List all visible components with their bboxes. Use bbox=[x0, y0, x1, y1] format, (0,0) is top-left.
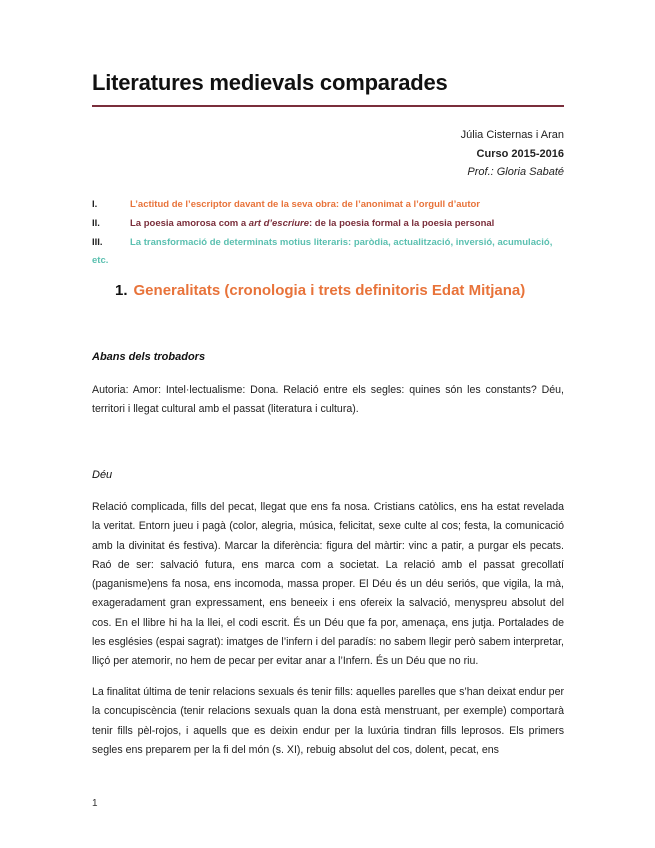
section-heading-text: Generalitats (cronologia i trets definitoris Edat Mitjana) bbox=[133, 282, 526, 299]
toc-item-3-continuation: etc. bbox=[92, 255, 109, 266]
toc-item-2 bbox=[92, 218, 494, 229]
section-heading bbox=[115, 282, 525, 299]
section-heading-number: 1. bbox=[115, 282, 128, 299]
subsection-title-deu: Déu bbox=[92, 469, 113, 481]
toc-item-number: II. bbox=[92, 218, 100, 229]
toc-item-text: L’actitud de l’escriptor davant de la seva obra: de l’anonimat a l’orgull d’autor bbox=[130, 199, 480, 210]
toc-item-number: III. bbox=[92, 237, 103, 248]
professor-name: Prof.: Gloria Sabaté bbox=[467, 166, 564, 178]
title-rule bbox=[92, 105, 564, 107]
paragraph: Relació complicada, fills del pecat, llegat que ens fa nosa. Cristians catòlics, ens ha estat revelada la veritat. Entorn jueu i pagà (color, alegria, música, felicitat, sexe culte al cos; festa, la comunicació amb la divinitat és festiva). Marcar la diferència: figura del màrtir: vinc a patir, a purgar els pecats. Raó de ser: salvació futura, ens marca com a societat. La relació amb el passat grecollatí (paganisme)ens fa nosa, ens incomoda, massa proper. El Déu és un déu seriós, que vigila, la mà, exageradament gran expressament, ens beneeix i ens ofereix la salvació, menyspreu absolut del cos. En el llibre hi ha la llei, el codi escrit. És un Déu que fa por, amenaça, ens jutja. Portalades de les esglésies (espai sagrat): imatges de l’infern i del paradís: no sabem llegir però sabem interpretar, lliçó per atemorir, no hem de pecar per evitar anar a l’Infern. És un Déu que no riu. bbox=[92, 501, 564, 668]
toc-item-text bbox=[130, 218, 494, 229]
subsection-title-abans: Abans dels trobadors bbox=[92, 351, 206, 363]
toc-item-text: La transformació de determinats motius literaris: paròdia, actualització, inversió, acumulació, bbox=[130, 237, 553, 248]
course-year: Curso 2015-2016 bbox=[476, 148, 564, 160]
toc-text-after: : de la poesia formal a la poesia personal bbox=[309, 218, 495, 229]
page-number: 1 bbox=[92, 798, 98, 809]
toc-text-italic: art d’escriure bbox=[248, 218, 309, 229]
toc-item-1 bbox=[92, 199, 480, 210]
toc-item-3 bbox=[92, 237, 552, 248]
paragraph: Autoria: Amor: Intel·lectualisme: Dona. Relació entre els segles: quines són les constants? Déu, territori i llegat cultural amb el passat (literatura i cultura). bbox=[92, 384, 564, 416]
paragraph: La finalitat última de tenir relacions sexuals és tenir fills: aquelles parelles que s’han deixat endur per la concupiscència (tenir relacions sexuals quan la dona està menstruant, per exemple) comportarà tenir fills pèl-rojos, i aquells que es deixin endur per la luxúria tindran fills leprosos. Els primers segles ens preparem per la fi del món (s. XI), rebuig absolut del cos, dolent, pecat, ens bbox=[92, 686, 564, 756]
document-title: Literatures medievals comparades bbox=[92, 70, 448, 95]
toc-text-before: La poesia amorosa com a bbox=[130, 218, 249, 229]
author-name: Júlia Cisternas i Aran bbox=[460, 129, 564, 141]
toc-item-number: I. bbox=[92, 199, 98, 210]
